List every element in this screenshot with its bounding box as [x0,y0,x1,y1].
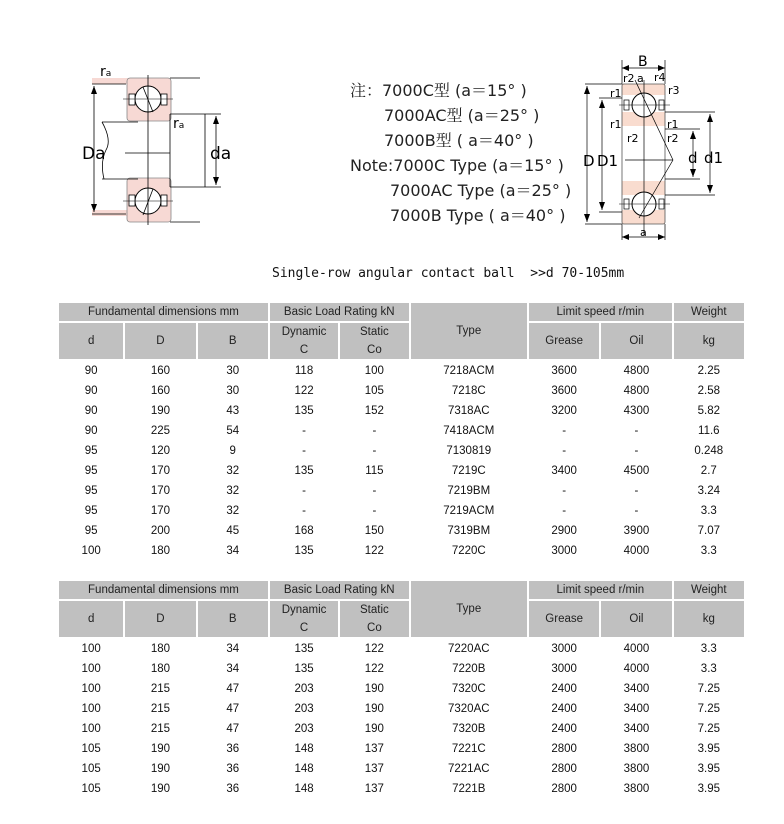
cell-d: 105 [81,743,101,755]
bearing-dimensions-diagram [575,50,735,245]
cell-d: 95 [84,465,98,477]
header-static-symbol: Co [367,622,382,634]
cell-type: 7318AC [447,405,490,417]
cell-weight-kg: 3.3 [700,663,717,675]
cell-D: 225 [150,425,171,437]
cell-D: 200 [150,525,171,537]
header-kg: kg [673,322,745,360]
cell-D: 215 [150,683,171,695]
cell-type: 7220C [451,545,486,557]
cell-static-co: - [372,425,377,437]
label-r2-left: r2 [627,132,639,145]
header-type: Type [410,302,529,360]
cell-grease-speed: - [562,505,567,517]
label-r2-right: r2 [667,132,679,145]
cell-oil-speed: 3400 [623,723,650,735]
cell-oil-speed: - [634,425,639,437]
header-static [339,322,409,360]
cell-type: 7221AC [447,763,490,775]
cell-d: 95 [84,445,98,457]
cell-oil-speed: 4800 [623,365,650,377]
label-r1-left: r1 [610,118,622,131]
table-row [58,441,745,461]
header-static-label: Static [359,604,389,616]
cell-oil-speed: - [634,505,639,517]
cell-weight-kg: 3.3 [700,505,717,517]
cell-static-co: 152 [364,405,384,417]
cell-grease-speed: 2800 [551,763,577,775]
cell-B: 47 [226,703,240,715]
cell-oil-speed: 3800 [623,763,650,775]
cage-top-left [129,94,135,105]
table-row [58,779,745,799]
cell-static-co: 190 [364,703,384,715]
cell-weight-kg: 2.58 [697,385,720,397]
table-row [58,638,745,659]
cell-type: 7219C [451,465,486,477]
header-dynamic-label: Dynamic [281,326,327,338]
cell-D: 190 [150,783,171,795]
cell-grease-speed: 3600 [551,385,577,397]
cell-B: 36 [226,743,240,755]
cell-D: 170 [150,465,171,477]
label-r4: r4 [654,71,666,84]
cell-grease-speed: 2800 [551,783,577,795]
cell-oil-speed: 3400 [623,683,650,695]
header-kg: kg [673,600,745,638]
cell-dynamic-c: 122 [294,385,314,397]
cell-d: 100 [81,663,101,675]
header-basic-load-rating: Basic Load Rating kN [269,580,410,600]
cell-d: 95 [84,525,98,537]
cell-B: 43 [226,405,240,417]
cell-static-co: 122 [364,643,384,655]
cell-d: 90 [84,425,98,437]
cell-weight-kg: 7.25 [697,723,720,735]
note-line-en-7000ac: 7000AC Type (a＝25° ) [390,181,572,200]
cell-grease-speed: 2400 [551,723,577,735]
cell-D: 190 [150,405,171,417]
label-a-top: a [637,72,644,85]
cell-weight-kg: 7.25 [697,703,720,715]
cell-D: 215 [150,723,171,735]
cell-type: 7130819 [446,445,492,457]
cell-D: 180 [150,663,171,675]
cell-type: 7221B [452,783,486,795]
cell-B: 36 [226,763,240,775]
header-type: Type [410,580,529,638]
cell-type: 7320B [452,723,486,735]
label-D: D [583,152,595,170]
cell-dynamic-c: - [302,425,306,437]
cage-top-right [161,94,167,105]
cell-grease-speed: 3200 [551,405,577,417]
cell-d: 105 [81,763,101,775]
cell-grease-speed: 3000 [551,663,577,675]
header-fundamental-dimensions: Fundamental dimensions mm [58,580,269,600]
label-da: da [210,144,232,164]
cell-type: 7221C [451,743,486,755]
header-fundamental-dimensions: Fundamental dimensions mm [58,302,269,322]
cell-d: 100 [81,683,101,695]
cell-d: 95 [84,505,98,517]
header-oil: Oil [600,322,672,360]
header-D: D [124,322,196,360]
table-row [58,541,745,561]
cell-grease-speed: 2900 [551,525,577,537]
cell-oil-speed: 4000 [623,643,650,655]
table-row [58,699,745,719]
header-B: B [197,600,269,638]
cell-dynamic-c: 135 [294,663,314,675]
cell-type: 7320C [451,683,486,695]
cell-D: 160 [150,385,171,397]
cell-oil-speed: 4300 [623,405,650,417]
cell-static-co: 122 [364,545,384,557]
table-row [58,759,745,779]
cell-D: 190 [150,743,171,755]
cell-static-co: 115 [365,465,384,477]
cell-d: 90 [84,385,98,397]
cell-oil-speed: 3400 [623,703,650,715]
cell-B: 9 [229,445,236,457]
label-D1: D1 [597,152,619,170]
cell-static-co: - [372,505,377,517]
cell-grease-speed: 2400 [551,683,577,695]
cell-dynamic-c: - [302,485,306,497]
cell-D: 190 [150,763,171,775]
table-row [58,360,745,381]
table-row [58,521,745,541]
cell-weight-kg: 3.95 [697,783,720,795]
cell-d: 95 [84,485,98,497]
cell-dynamic-c: 135 [294,643,314,655]
cell-type: 7218ACM [443,365,495,377]
cell-weight-kg: 7.25 [697,683,720,695]
header-limit-speed: Limit speed r/min [528,302,673,322]
cell-type: 7319BM [447,525,491,537]
mounting-dimensions-diagram [60,50,260,240]
table-row [58,461,745,481]
cell-B: 34 [226,663,240,675]
header-oil: Oil [600,600,672,638]
cell-d: 100 [81,545,101,557]
header-weight: Weight [673,302,745,322]
label-r2a: r2 [623,72,635,85]
label-r1-right: r1 [667,118,679,131]
cell-static-co: - [372,485,377,497]
cell-B: 34 [226,545,240,557]
header-dynamic-symbol: C [299,622,309,634]
cell-weight-kg: 5.82 [697,405,720,417]
cell-B: 32 [226,505,240,517]
cell-oil-speed: 4000 [623,545,650,557]
cell-type: 7220B [452,663,486,675]
cell-grease-speed: 2400 [551,703,577,715]
cell-static-co: 122 [364,663,384,675]
cell-static-co: 137 [364,743,384,755]
cell-B: 47 [226,683,240,695]
cell-type: 7219BM [447,485,491,497]
cell-d: 100 [81,643,101,655]
cell-type: 7220AC [447,643,490,655]
table-row [58,381,745,401]
note-line-cn-7000c: 注：7000C型 (a＝15° ) [350,81,527,100]
table-row [58,679,745,699]
cell-weight-kg: 3.24 [697,485,720,497]
label-B: B [638,54,648,70]
cell-dynamic-c: 148 [294,783,314,795]
cell-type: 7418ACM [443,425,495,437]
cell-static-co: 105 [364,385,384,397]
cell-dynamic-c: 148 [294,763,314,775]
cell-d: 90 [84,405,98,417]
cell-weight-kg: 3.3 [700,643,717,655]
cell-weight-kg: 7.07 [697,525,720,537]
cell-dynamic-c: 203 [294,683,314,695]
spec-table-2-body [58,638,745,799]
spec-table-2 [57,579,746,799]
label-d: d [688,149,698,167]
cell-dynamic-c: 135 [294,465,314,477]
cell-type: 7218C [451,385,486,397]
cell-grease-speed: - [562,425,567,437]
cell-static-co: 137 [364,783,384,795]
housing-shoulder-bottom [92,210,128,216]
cell-static-co: 190 [364,723,384,735]
spec-table-1 [57,301,746,561]
cell-dynamic-c: 135 [294,405,314,417]
header-static [339,600,409,638]
cell-dynamic-c: 148 [294,743,314,755]
cell-B: 36 [226,783,240,795]
cell-D: 170 [150,505,171,517]
label-ra-mid: ra [173,116,185,132]
cell-oil-speed: 4500 [623,465,650,477]
cell-grease-speed: 3600 [551,365,577,377]
cell-dynamic-c: 168 [294,525,314,537]
label-ra-top: ra [100,64,112,80]
table-row [58,501,745,521]
note-line-cn-7000b: 7000B型 ( a＝40° ) [384,131,534,150]
header-dynamic [269,600,339,638]
label-r3: r3 [668,84,680,97]
cell-oil-speed: 4800 [623,385,650,397]
cell-d: 105 [81,783,101,795]
cell-type: 7219ACM [443,505,495,517]
cell-dynamic-c: - [302,505,306,517]
table-row [58,739,745,759]
header-dynamic [269,322,339,360]
cell-D: 170 [150,485,171,497]
note-line-en-7000b: 7000B Type ( a＝40° ) [390,206,566,225]
cell-static-co: 190 [364,683,384,695]
header-D: D [124,600,196,638]
cell-D: 120 [150,445,171,457]
cell-weight-kg: 2.25 [697,365,720,377]
cage-bottom-right [161,195,167,206]
cell-static-co: 137 [364,763,384,775]
header-limit-speed: Limit speed r/min [528,580,673,600]
header-basic-load-rating: Basic Load Rating kN [269,302,410,322]
cell-B: 30 [226,385,240,397]
table-row [58,421,745,441]
cell-weight-kg: 3.95 [697,763,720,775]
header-grease: Grease [528,322,600,360]
cell-dynamic-c: - [302,445,306,457]
cell-weight-kg: 0.248 [694,445,724,457]
cell-dynamic-c: 203 [294,703,314,715]
header-B: B [197,322,269,360]
cage-bottom-left [129,195,135,206]
cell-grease-speed: 3400 [551,465,577,477]
cell-B: 34 [226,643,240,655]
header-static-symbol: Co [367,344,382,356]
cell-d: 90 [84,365,98,377]
cell-dynamic-c: 203 [294,723,314,735]
cell-dynamic-c: 135 [294,545,314,557]
cell-static-co: 150 [364,525,384,537]
cell-d: 100 [81,703,101,715]
cell-dynamic-c: 118 [294,365,314,377]
label-d1: d1 [704,149,724,167]
cell-D: 180 [150,545,171,557]
cell-type: 7320AC [447,703,490,715]
cell-B: 32 [226,465,240,477]
cell-weight-kg: 3.3 [700,545,717,557]
label-Da: Da [82,144,106,164]
cell-weight-kg: 3.95 [697,743,720,755]
header-d: d [58,322,124,360]
cell-d: 100 [81,723,101,735]
cell-weight-kg: 2.7 [700,465,717,477]
cell-B: 47 [226,723,240,735]
cell-grease-speed: 3000 [551,545,577,557]
cell-B: 32 [226,485,240,497]
header-grease: Grease [528,600,600,638]
cell-grease-speed: - [562,445,567,457]
cell-D: 160 [150,365,171,377]
note-line-en-7000c: Note:7000C Type (a＝15° ) [350,156,564,175]
cell-B: 54 [226,425,240,437]
cell-B: 30 [226,365,240,377]
cell-grease-speed: 3000 [551,643,577,655]
cell-static-co: 100 [364,365,384,377]
label-r1-top: r1 [610,87,622,100]
note-line-cn-7000ac: 7000AC型 (a＝25° ) [384,106,540,125]
cell-oil-speed: - [634,445,639,457]
cell-B: 45 [226,525,240,537]
cell-oil-speed: - [634,485,639,497]
spec-table-1-body [58,360,745,561]
cell-oil-speed: 3800 [623,743,650,755]
table-row [58,659,745,679]
cell-static-co: - [372,445,377,457]
table-row [58,481,745,501]
header-d: d [58,600,124,638]
label-a-bottom: a [640,226,647,239]
header-dynamic-label: Dynamic [281,604,327,616]
cell-weight-kg: 11.6 [698,425,720,437]
table-row [58,719,745,739]
header-weight: Weight [673,580,745,600]
cell-oil-speed: 4000 [623,663,650,675]
cell-oil-speed: 3900 [623,525,650,537]
cell-D: 215 [150,703,171,715]
cell-grease-speed: 2800 [551,743,577,755]
table-row [58,401,745,421]
cell-grease-speed: - [562,485,567,497]
table-caption: Single-row angular contact ball >>d 70-105mm [272,266,625,281]
header-dynamic-symbol: C [299,344,309,356]
header-static-label: Static [359,326,389,338]
cell-oil-speed: 3800 [623,783,650,795]
cell-D: 180 [150,643,171,655]
